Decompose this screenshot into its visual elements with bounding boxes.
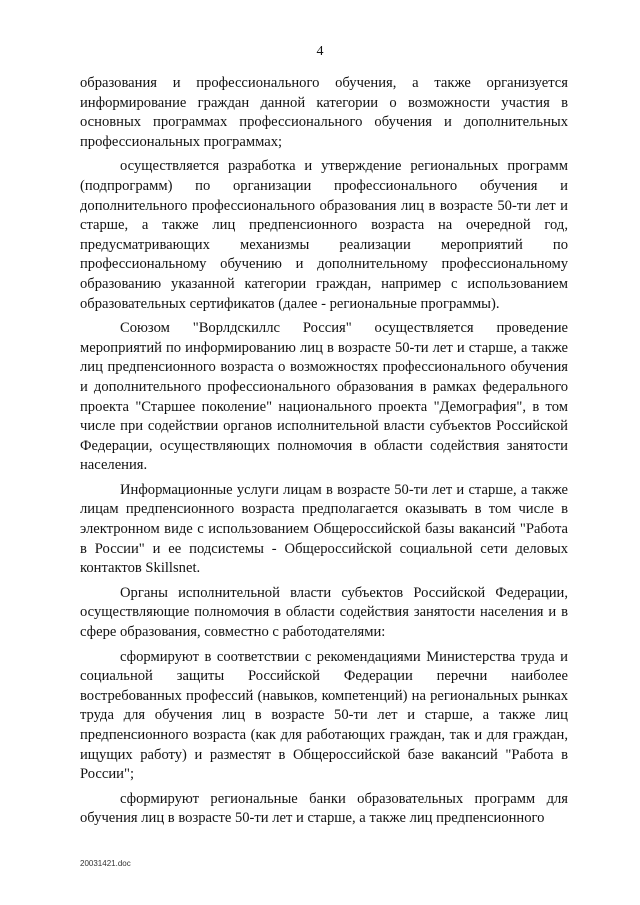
paragraph: образования и профессионального обучения, а также организуется информирование граждан данной категории о возможности участия в основных программах профессионального обучения и дополнительных профессиональных программах; [80, 75, 568, 150]
paragraph: сформируют региональные банки образовательных программ для обучения лиц в возрасте 50-ти лет и старше, а также лиц предпенсионного [80, 790, 568, 827]
paragraph: Органы исполнительной власти субъектов Российской Федерации, осуществляющие полномочия в области содействия занятости населения и в сфере образования, совместно с работодателями: [80, 584, 568, 641]
footer-filename: 20031421.doc [80, 859, 131, 868]
page-number: 4 [316, 44, 324, 59]
paragraph: сформируют в соответствии с рекомендациями Министерства труда и социальной защиты Российской Федерации перечни наиболее востребованных профессий (навыков, компетенций) на региональных рынках труда для обучения лиц в возрасте 50-ти лет и старше, а также лиц предпенсионного возраста (как для работающих граждан, так и для граждан, ищущих работу) и разместят в Общероссийской базе вакансий "Работа в России"; [80, 648, 568, 783]
paragraph: Союзом "Ворлдскиллс Россия" осуществляется проведение мероприятий по информированию лиц в возрасте 50-ти лет и старше, а также лиц предпенсионного возраста о возможностях профессионального обучения и дополнительного профессионального образования в рамках федерального проекта "Старшее поколение" национального проекта "Демография", в том числе при содействии органов исполнительной власти субъектов Российской Федерации, осуществляющих полномочия в области содействия занятости населения. [80, 320, 568, 474]
paragraph: Информационные услуги лицам в возрасте 50-ти лет и старше, а также лицам предпенсионного возраста предполагается оказывать в том числе в электронном виде с использованием Общероссийской базы вакансий "Работа в России" и ее подсистемы - Общероссийской социальной сети деловых контактов Skillsnet. [80, 481, 568, 577]
document-body [80, 74, 568, 834]
paragraph: осуществляется разработка и утверждение региональных программ (подпрограмм) по организации профессионального обучения и дополнительного профессионального образования лиц в возрасте 50-ти лет и старше, а также лиц предпенсионного возраста на очередной год, предусматривающих механизмы реализации мероприятий по профессиональному обучению и дополнительному профессиональному образованию указанной категории граждан, например с использованием образовательных сертификатов (далее - региональные программы). [80, 158, 568, 312]
